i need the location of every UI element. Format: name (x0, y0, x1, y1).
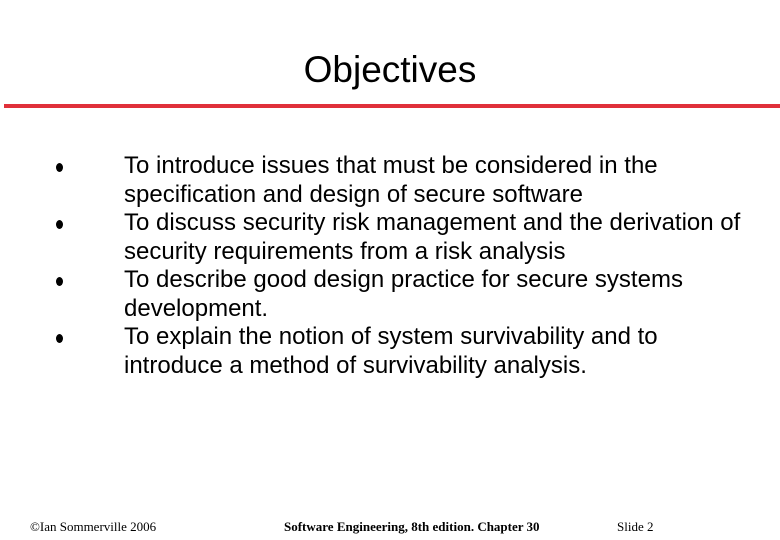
slide-title: Objectives (303, 49, 477, 90)
bullet-item (56, 152, 756, 209)
bullet-text: To discuss security risk management and the derivation of security requirements from a risk analysis (124, 209, 741, 265)
title-divider (4, 104, 780, 108)
footer-slide-number: Slide 2 (617, 519, 654, 534)
footer-copyright: ©Ian Sommerville 2006 (30, 519, 157, 534)
bullet-item (56, 323, 756, 380)
bullet-item (56, 209, 756, 266)
bullet-dot-icon (56, 277, 63, 286)
footer-book-title: Software Engineering, 8th edition. Chapter 30 (284, 519, 540, 534)
bullet-dot-icon (56, 334, 63, 343)
bullet-dot-icon (56, 163, 63, 172)
bullet-text: To introduce issues that must be considered in the specification and design of secure software (124, 152, 658, 208)
bullet-text: To explain the notion of system survivability and to introduce a method of survivability analysis. (124, 323, 658, 379)
bullet-dot-icon (56, 220, 63, 229)
bullet-text: To describe good design practice for secure systems development. (124, 266, 683, 322)
bullet-item (56, 266, 756, 323)
bullet-list (56, 152, 756, 380)
